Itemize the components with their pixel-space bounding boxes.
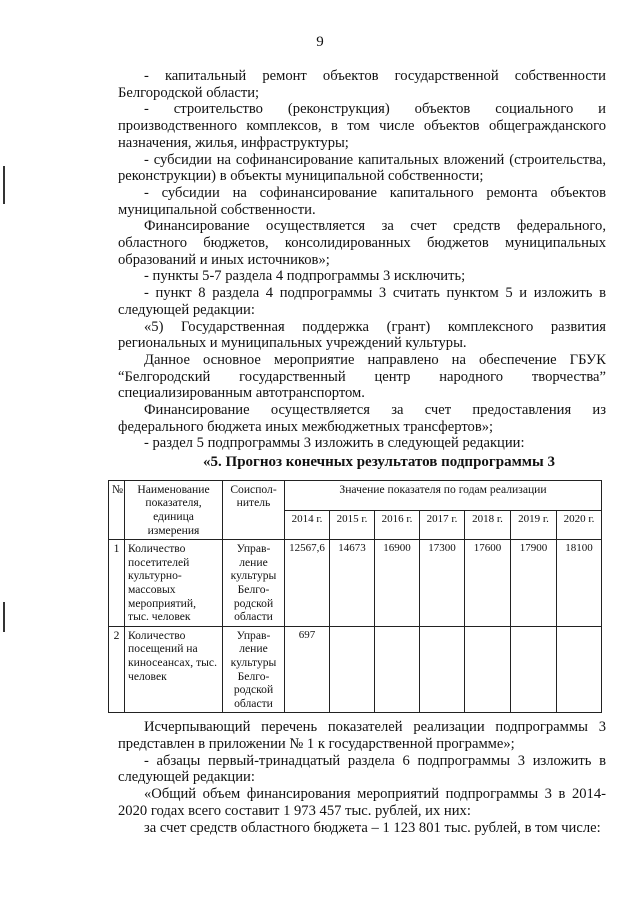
value-cell [465,626,511,713]
header-year: 2016 г. [375,510,420,540]
paragraph: - абзацы первый-тринадцатый раздела 6 подпрограммы 3 изложить в следующей редакции: [118,752,606,786]
row-number: 1 [109,540,125,627]
value-cell: 697 [285,626,330,713]
value-cell: 17600 [465,540,511,627]
paragraph: «5) Государственная поддержка (грант) комплексного развития региональных и муниципальных учреждений культуры. [118,318,606,352]
results-table [108,480,602,714]
document-body [112,68,606,836]
table-header-row [109,480,602,510]
paragraph: Исчерпывающий перечень показателей реализации подпрограммы 3 представлен в приложении № 1 к государственной программе»; [118,719,606,753]
value-cell [420,626,465,713]
scan-edge-mark [3,602,5,632]
scan-edge-mark [3,166,5,204]
table-row [109,540,602,627]
co-executor: Управ-ление культуры Белго-родской области [223,626,285,713]
header-year: 2019 г. [511,510,557,540]
header-co-executor: Соиспол-нитель [223,480,285,539]
paragraph: - субсидии на софинансирование капитальных вложений (строительства, реконструкции) в объекты муниципальной собственности; [118,151,606,185]
page-number: 9 [316,34,324,50]
value-cell: 18100 [557,540,602,627]
table-row [109,626,602,713]
paragraph: - пункт 8 раздела 4 подпрограммы 3 считать пунктом 5 и изложить в следующей редакции: [118,285,606,318]
value-cell [511,626,557,713]
paragraph: «Общий объем финансирования мероприятий подпрограммы 3 в 2014-2020 годах всего составит 1 973 457 тыс. рублей, их них: [118,786,606,819]
value-cell: 16900 [375,540,420,627]
header-indicator-name: Наименование показателя, единица измерения [125,480,223,539]
paragraph: за счет средств областного бюджета – 1 123 801 тыс. рублей, в том числе: [144,819,601,836]
value-cell: 17300 [420,540,465,627]
value-cell: 17900 [511,540,557,627]
value-cell: 12567,6 [285,540,330,627]
header-year: 2018 г. [465,510,511,540]
indicator-name: Количество посетителей культурно-массовых мероприятий, тыс. человек [125,540,223,627]
paragraph: - капитальный ремонт объектов государственной собственности Белгородской области; [118,68,606,101]
paragraph: Данное основное мероприятие направлено на обеспечение ГБУК “Белгородский государственный центр народного творчества” специализированным автотранспортом. [118,351,606,402]
paragraph: Финансирование осуществляется за счет предоставления из федерального бюджета иных межбюджетных трансфертов»; [118,402,606,435]
paragraph: - субсидии на софинансирование капитального ремонта объектов муниципальной собственности. [118,184,606,218]
value-cell [330,626,375,713]
indicator-name: Количество посещений на киносеансах, тыс. человек [125,626,223,713]
paragraph: - строительство (реконструкция) объектов социального и производственного комплексов, в том числе объектов общегражданского назначения, жилья, инфраструктуры; [118,101,606,151]
row-number: 2 [109,626,125,713]
header-year: 2017 г. [420,510,465,540]
header-year: 2015 г. [330,510,375,540]
paragraphs-before-table [118,68,606,452]
value-cell: 14673 [330,540,375,627]
header-year: 2014 г. [285,510,330,540]
table-heading: «5. Прогноз конечных результатов подпрограммы 3 [203,454,555,471]
co-executor: Управ-ление культуры Белго-родской области [223,540,285,627]
header-number: № [109,480,125,539]
paragraphs-after-table [118,719,606,836]
header-values-by-year: Значение показателя по годам реализации [285,480,602,510]
paragraph: Финансирование осуществляется за счет средств федерального, областного бюджетов, консолидированных бюджетов муниципальных образований и иных источников»; [118,218,606,268]
header-year: 2020 г. [557,510,602,540]
paragraph: - пункты 5-7 раздела 4 подпрограммы 3 исключить; [144,268,466,285]
value-cell [557,626,602,713]
value-cell [375,626,420,713]
paragraph: - раздел 5 подпрограммы 3 изложить в следующей редакции: [144,435,525,452]
